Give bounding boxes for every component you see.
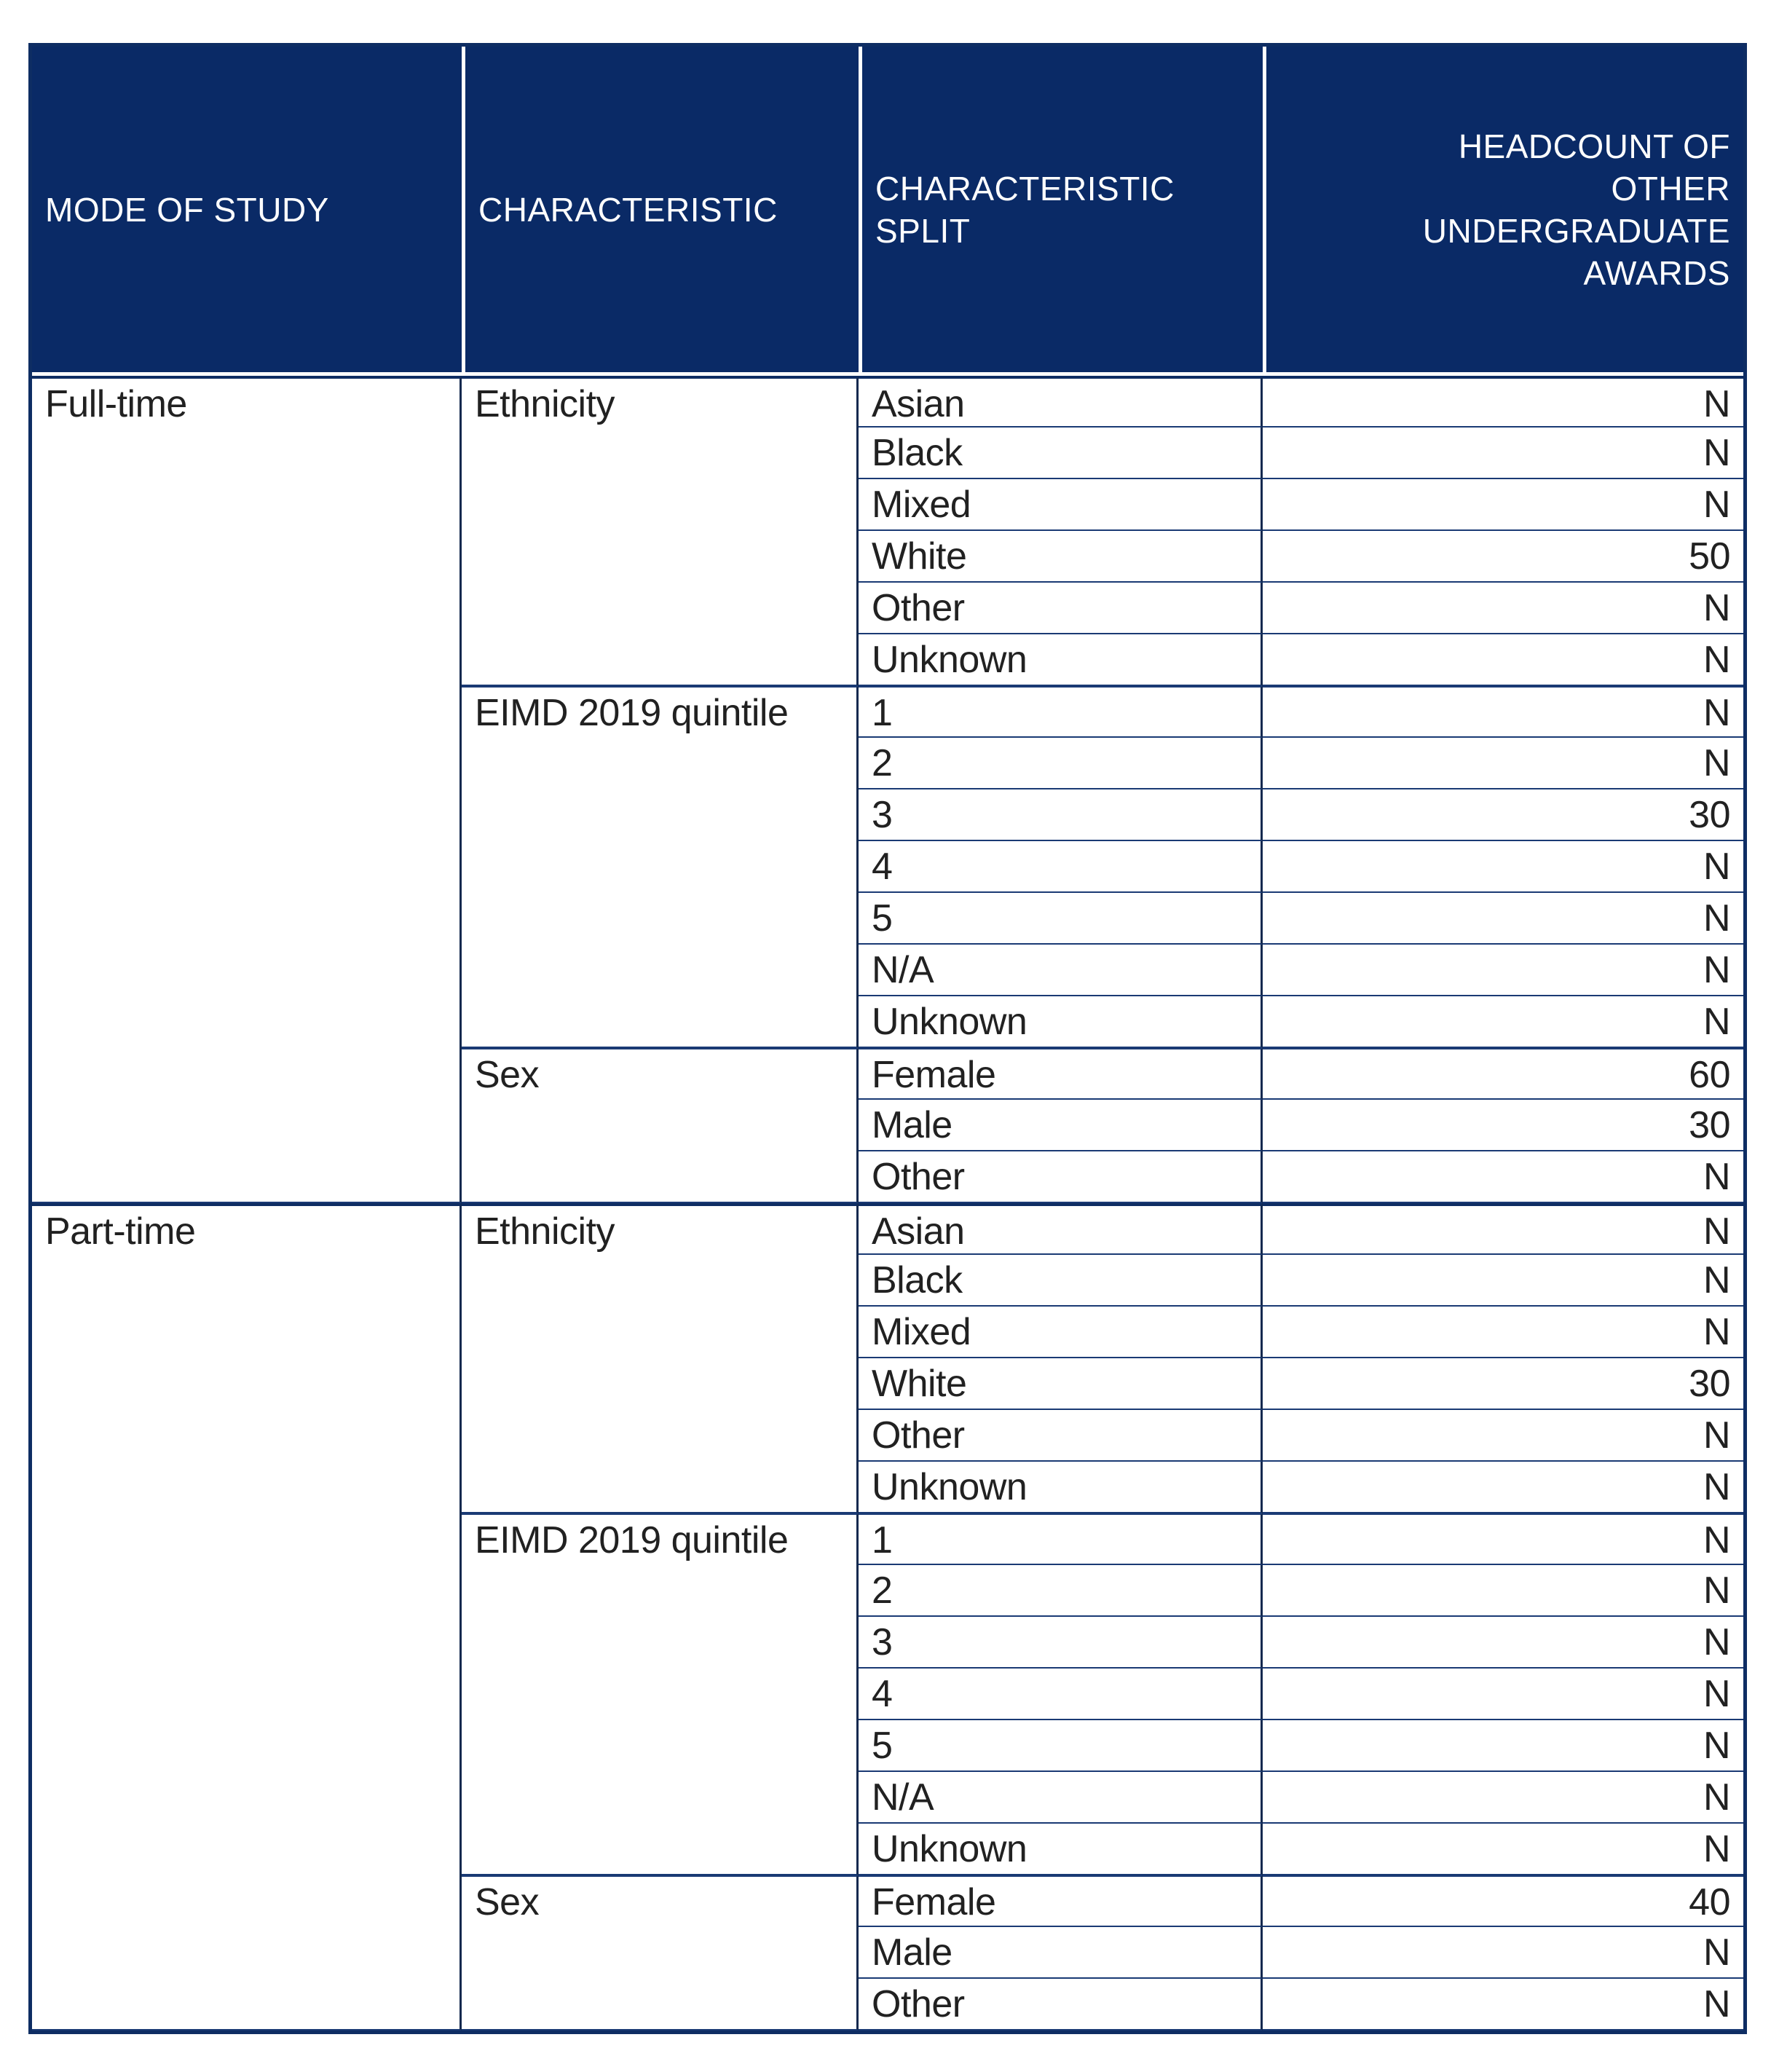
characteristic-split-cell: Unknown bbox=[859, 1824, 1263, 1875]
characteristic-split-cell: White bbox=[859, 1358, 1263, 1410]
headcount-value-cell: N bbox=[1263, 1669, 1743, 1720]
awards-table-container bbox=[28, 43, 1747, 2034]
headcount-value-cell: N bbox=[1263, 841, 1743, 893]
headcount-value-cell: N bbox=[1263, 1255, 1743, 1307]
header-row bbox=[32, 47, 1743, 376]
table-body bbox=[32, 376, 1743, 2030]
headcount-value-cell: N bbox=[1263, 738, 1743, 789]
headcount-value-cell: N bbox=[1263, 1307, 1743, 1358]
headcount-value-cell: 30 bbox=[1263, 1100, 1743, 1151]
characteristic-cell: EIMD 2019 quintile bbox=[462, 686, 859, 1048]
headcount-value-cell: N bbox=[1263, 428, 1743, 479]
characteristic-cell: Ethnicity bbox=[462, 376, 859, 686]
characteristic-split-cell: Other bbox=[859, 1979, 1263, 2030]
characteristic-split-cell: Other bbox=[859, 1151, 1263, 1203]
headcount-value-cell: N bbox=[1263, 686, 1743, 738]
headcount-value-cell: N bbox=[1263, 1979, 1743, 2030]
characteristic-split-cell: 3 bbox=[859, 789, 1263, 841]
characteristic-split-cell: Black bbox=[859, 428, 1263, 479]
headcount-value-cell: N bbox=[1263, 1151, 1743, 1203]
characteristic-split-cell: 4 bbox=[859, 841, 1263, 893]
characteristic-split-cell: 2 bbox=[859, 1565, 1263, 1617]
headcount-value-cell: N bbox=[1263, 945, 1743, 996]
characteristic-split-cell: Male bbox=[859, 1100, 1263, 1151]
headcount-value-cell: 60 bbox=[1263, 1048, 1743, 1100]
characteristic-split-cell: Other bbox=[859, 1410, 1263, 1462]
characteristic-split-cell: 5 bbox=[859, 1720, 1263, 1772]
characteristic-cell: Sex bbox=[462, 1048, 859, 1203]
headcount-value-cell: N bbox=[1263, 1513, 1743, 1565]
headcount-value-cell: 40 bbox=[1263, 1875, 1743, 1927]
characteristic-cell: EIMD 2019 quintile bbox=[462, 1513, 859, 1875]
characteristic-split-cell: N/A bbox=[859, 945, 1263, 996]
characteristic-split-cell: Other bbox=[859, 583, 1263, 634]
col-header-characteristic: CHARACTERISTIC bbox=[462, 47, 859, 376]
headcount-value-cell: 30 bbox=[1263, 1358, 1743, 1410]
characteristic-split-cell: Female bbox=[859, 1048, 1263, 1100]
table-row bbox=[32, 376, 1743, 428]
characteristic-cell: Ethnicity bbox=[462, 1203, 859, 1513]
characteristic-split-cell: 2 bbox=[859, 738, 1263, 789]
headcount-value-cell: N bbox=[1263, 1410, 1743, 1462]
headcount-value-cell: N bbox=[1263, 893, 1743, 945]
characteristic-split-cell: 3 bbox=[859, 1617, 1263, 1669]
characteristic-split-cell: 1 bbox=[859, 686, 1263, 738]
headcount-value-cell: N bbox=[1263, 1565, 1743, 1617]
characteristic-split-cell: 4 bbox=[859, 1669, 1263, 1720]
characteristic-cell: Sex bbox=[462, 1875, 859, 2030]
characteristic-split-cell: Female bbox=[859, 1875, 1263, 1927]
headcount-value-cell: N bbox=[1263, 479, 1743, 531]
mode-of-study-cell: Full-time bbox=[32, 376, 462, 1203]
characteristic-split-cell: 1 bbox=[859, 1513, 1263, 1565]
headcount-value-cell: N bbox=[1263, 583, 1743, 634]
headcount-value-cell: N bbox=[1263, 1462, 1743, 1513]
awards-table bbox=[28, 43, 1747, 2034]
col-header-mode-of-study: MODE OF STUDY bbox=[32, 47, 462, 376]
table-header bbox=[32, 47, 1743, 376]
headcount-value-cell: N bbox=[1263, 1927, 1743, 1979]
headcount-value-cell: N bbox=[1263, 1617, 1743, 1669]
characteristic-split-cell: Mixed bbox=[859, 1307, 1263, 1358]
headcount-value-cell: N bbox=[1263, 1720, 1743, 1772]
col-header-headcount: HEADCOUNT OF OTHER UNDERGRADUATE AWARDS bbox=[1263, 47, 1743, 376]
characteristic-split-cell: Black bbox=[859, 1255, 1263, 1307]
col-header-characteristic-split: CHARACTERISTIC SPLIT bbox=[859, 47, 1263, 376]
characteristic-split-cell: Unknown bbox=[859, 634, 1263, 686]
characteristic-split-cell: Unknown bbox=[859, 1462, 1263, 1513]
mode-of-study-cell: Part-time bbox=[32, 1203, 462, 2030]
headcount-value-cell: N bbox=[1263, 996, 1743, 1048]
headcount-value-cell: 50 bbox=[1263, 531, 1743, 583]
characteristic-split-cell: Mixed bbox=[859, 479, 1263, 531]
characteristic-split-cell: Asian bbox=[859, 376, 1263, 428]
characteristic-split-cell: N/A bbox=[859, 1772, 1263, 1824]
characteristic-split-cell: 5 bbox=[859, 893, 1263, 945]
headcount-value-cell: 30 bbox=[1263, 789, 1743, 841]
headcount-value-cell: N bbox=[1263, 634, 1743, 686]
characteristic-split-cell: White bbox=[859, 531, 1263, 583]
characteristic-split-cell: Unknown bbox=[859, 996, 1263, 1048]
characteristic-split-cell: Asian bbox=[859, 1203, 1263, 1255]
table-row bbox=[32, 1203, 1743, 1255]
headcount-value-cell: N bbox=[1263, 1203, 1743, 1255]
headcount-value-cell: N bbox=[1263, 376, 1743, 428]
headcount-value-cell: N bbox=[1263, 1824, 1743, 1875]
characteristic-split-cell: Male bbox=[859, 1927, 1263, 1979]
headcount-value-cell: N bbox=[1263, 1772, 1743, 1824]
